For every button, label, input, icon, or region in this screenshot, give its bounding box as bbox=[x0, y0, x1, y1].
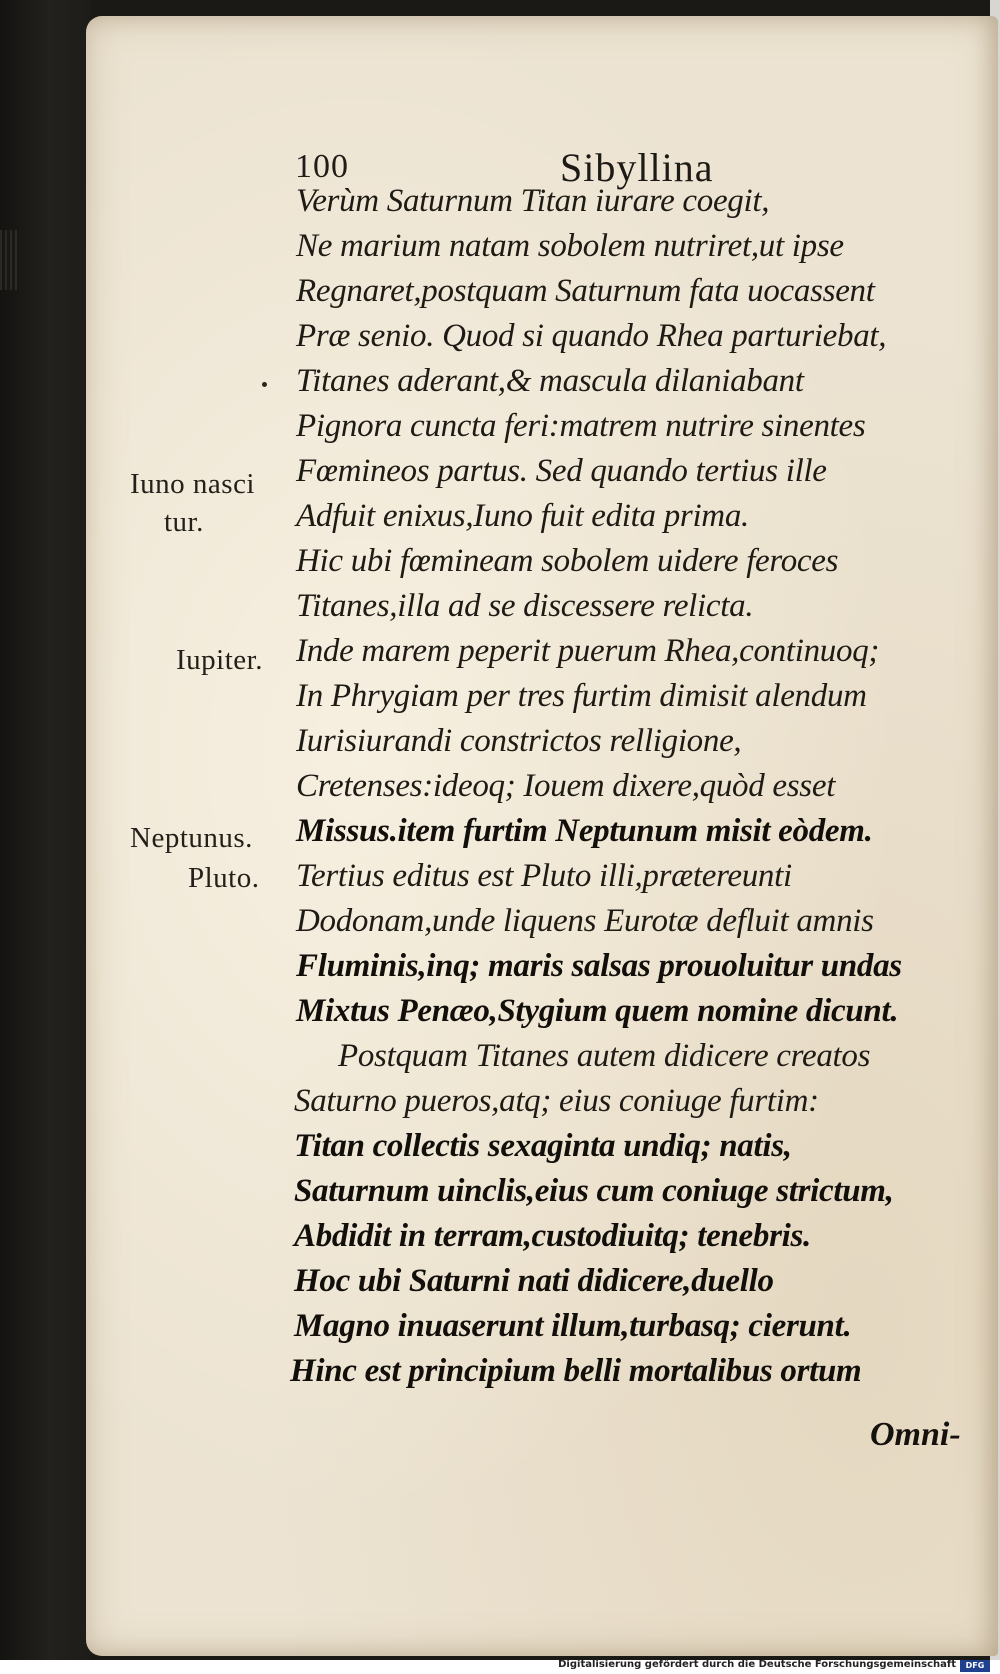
verse-line: Titanes aderant,& mascula dilaniabant bbox=[296, 363, 804, 399]
verse-line: Regnaret,postquam Saturnum fata uocassent bbox=[296, 273, 875, 309]
verse-line: Titanes,illa ad se discessere relicta. bbox=[296, 588, 754, 624]
verse-line: Postquam Titanes autem didicere creatos bbox=[338, 1038, 871, 1074]
page-number: 100 bbox=[295, 148, 349, 185]
verse-line: Magno inuaserunt illum,turbasq; cierunt. bbox=[294, 1308, 852, 1344]
verse-line: Tertius editus est Pluto illi,prætereunti bbox=[296, 858, 792, 894]
verse-line: Mixtus Penæo,Stygium quem nomine dicunt. bbox=[296, 993, 899, 1029]
verse-line: Hic ubi fœmineam sobolem uidere feroces bbox=[296, 543, 839, 579]
verse-line: Inde marem peperit puerum Rhea,continuoq; bbox=[296, 633, 880, 669]
verse-line: Pignora cuncta feri:matrem nutrire sinentes bbox=[296, 408, 866, 444]
verse-line: Hoc ubi Saturni nati didicere,duello bbox=[294, 1263, 774, 1299]
verse-line: Ne marium natam sobolem nutriret,ut ipse bbox=[296, 228, 844, 264]
margin-dot-mark bbox=[262, 382, 267, 387]
verse-line: Verùm Saturnum Titan iurare coegit, bbox=[296, 183, 770, 219]
running-head: Sibyllina bbox=[560, 145, 714, 190]
verse-line: Abdidit in terram,custodiuitq; tenebris. bbox=[294, 1218, 811, 1254]
catchword: Omni- bbox=[870, 1416, 961, 1453]
verse-line: Adfuit enixus,Iuno fuit edita prima. bbox=[296, 498, 749, 534]
margin-note-neptunus: Neptunus. bbox=[130, 822, 253, 854]
dfg-logo-icon: DFG bbox=[960, 1660, 990, 1672]
book-edge-texture bbox=[0, 230, 20, 290]
margin-note-iuno: Iuno nasci bbox=[130, 468, 255, 500]
verse-line: Saturno pueros,atq; eius coniuge furtim: bbox=[294, 1083, 819, 1119]
verse-line: In Phrygiam per tres furtim dimisit alendum bbox=[296, 678, 867, 714]
verse-line: Præ senio. Quod si quando Rhea parturiebat, bbox=[296, 318, 887, 354]
margin-note-iuno-cont: tur. bbox=[164, 506, 204, 538]
verse-line: Dodonam,unde liquens Eurotæ defluit amnis bbox=[296, 903, 874, 939]
verse-line: Iurisiurandi constrictos relligione, bbox=[296, 723, 742, 759]
verse-line: Hinc est principium belli mortalibus ortum bbox=[290, 1353, 862, 1389]
margin-note-pluto: Pluto. bbox=[188, 862, 260, 894]
verse-line: Fluminis,inq; maris salsas prouoluitur undas bbox=[296, 948, 902, 984]
verse-line: Fœmineos partus. Sed quando tertius ille bbox=[296, 453, 827, 489]
verse-line: Missus.item furtim Neptunum misit eòdem. bbox=[296, 813, 873, 849]
verse-line: Saturnum uinclis,eius cum coniuge strictum, bbox=[294, 1173, 894, 1209]
digitization-credit: Digitalisierung gefördert durch die Deutsche Forschungsgemeinschaft bbox=[558, 1659, 956, 1670]
verse-line: Titan collectis sexaginta undiq; natis, bbox=[294, 1128, 792, 1164]
margin-note-iupiter: Iupiter. bbox=[176, 644, 263, 676]
verse-line: Cretenses:ideoq; Iouem dixere,quòd esset bbox=[296, 768, 836, 804]
